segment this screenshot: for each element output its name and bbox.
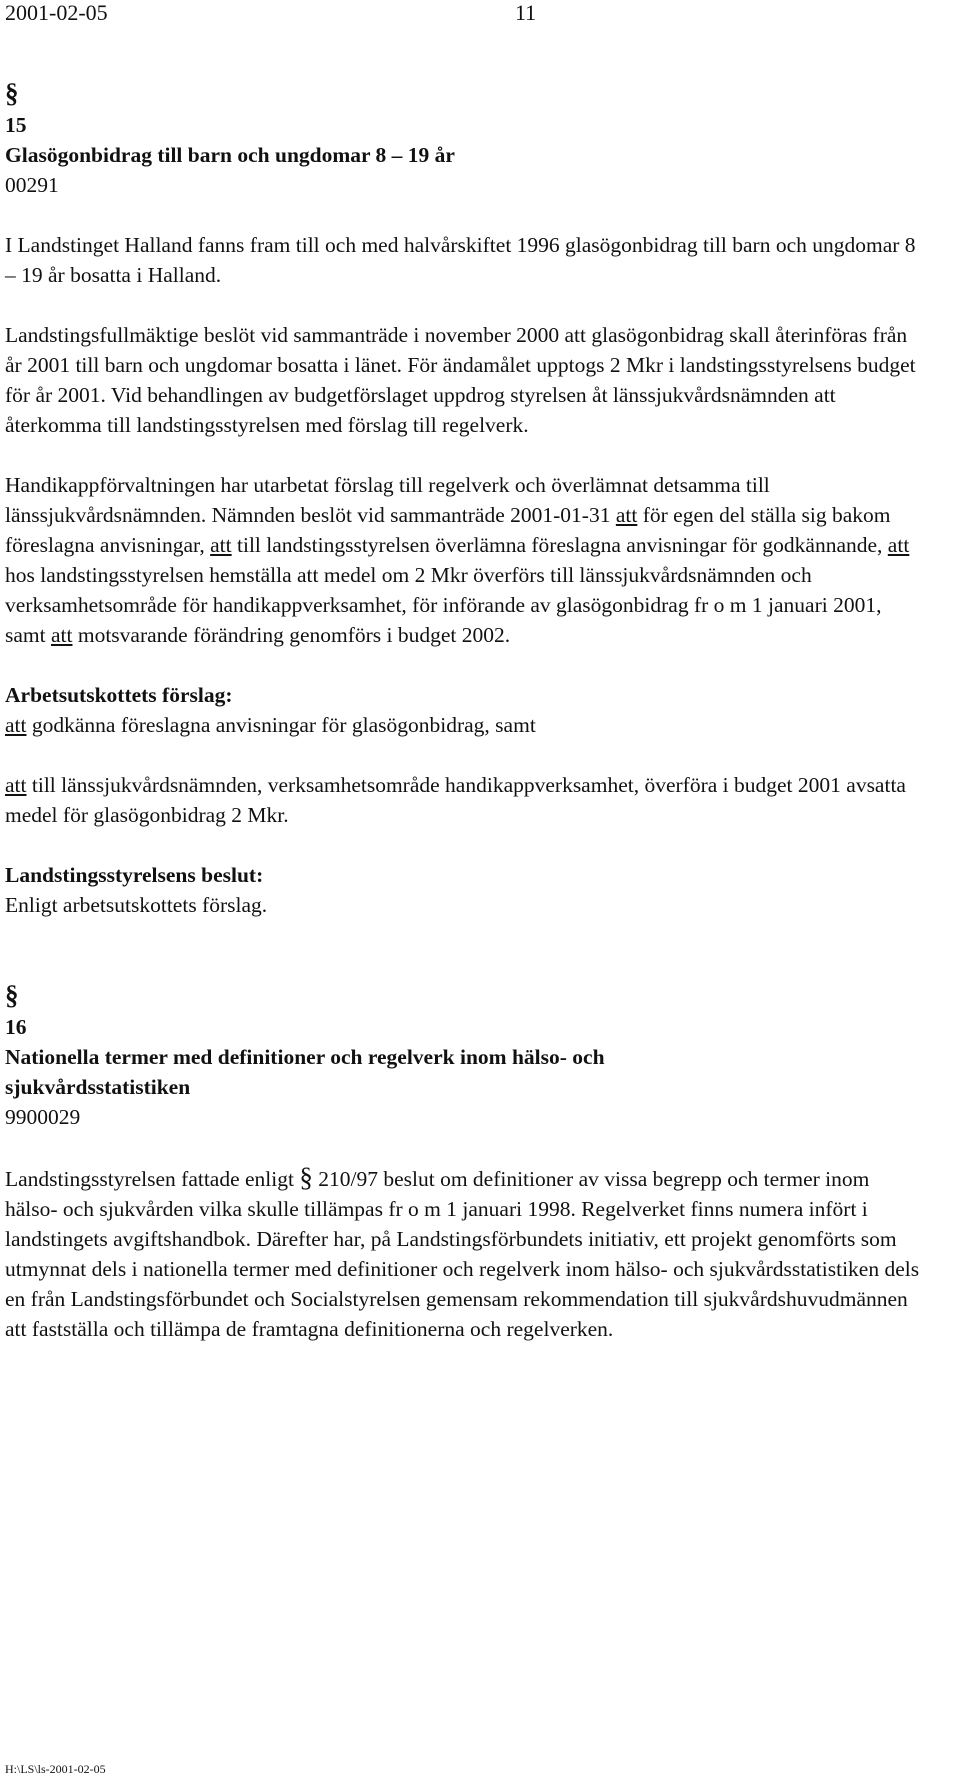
att-underlined: att (5, 773, 27, 797)
paragraph (5, 470, 920, 650)
text-run: till länssjukvårdsnämnden, verksamhetsområde handikappverksamhet, överföra i budget 2001 avsatta medel för glasögonbidrag 2 Mkr. (5, 773, 906, 827)
att-underlined: att (50, 623, 73, 647)
section-title: Nationella termer med definitioner och regelverk inom hälso- och (5, 1045, 605, 1069)
text-run: godkänna föreslagna anvisningar för glasögonbidrag, samt (26, 713, 536, 737)
page-header (5, 0, 935, 40)
section-reference: 9900029 (5, 1105, 81, 1129)
text-run: hos landstingsstyrelsen hemställa att medel om 2 Mkr överförs till länssjukvårdsnämnden och verksamhetsområde för handikappverksamhet, för införande av glasögonbidrag fr o m 1 januari 2001, samt (5, 563, 882, 647)
att-underlined: att (887, 533, 910, 557)
section-number: 16 (5, 1015, 27, 1039)
header-page-number: 11 (515, 0, 537, 25)
document-page (5, 0, 935, 1786)
section-number: 15 (5, 113, 27, 137)
section-symbol-inline: § (299, 1162, 313, 1192)
paragraph: I Landstinget Halland fanns fram till och med halvårskiftet 1996 glasögonbidrag till barn och ungdomar 8 – 19 år bosatta i Halland. (5, 233, 916, 287)
text-run: Landstingsstyrelsen fattade enligt (5, 1167, 300, 1191)
section-heading (5, 78, 920, 110)
page-footer: H:\LS\ls-2001-02-05 (5, 1762, 106, 1776)
att-underlined: att (615, 503, 638, 527)
proposal-heading: Arbetsutskottets förslag: (5, 683, 233, 707)
att-underlined: att (210, 533, 232, 557)
text-run: för egen del ställa sig bakom föreslagna anvisningar, (5, 503, 891, 557)
section-symbol: § (5, 980, 19, 1010)
paragraph (5, 1162, 920, 1344)
att-underlined: att (5, 713, 27, 737)
proposal-item (5, 770, 920, 830)
paragraph: Landstingsfullmäktige beslöt vid sammanträde i november 2000 att glasögonbidrag skall återinföras från år 2001 till barn och ungdomar bosatta i länet. För ändamålet upptogs 2 Mkr i landstingsstyrelsens budget för år 2001. Vid behandlingen av budgetförslaget uppdrog styrelsen åt länssjukvårdsnämnden att återkomma till landstingsstyrelsen med förslag till regelverk. (5, 323, 916, 437)
header-date: 2001-02-05 (5, 0, 108, 25)
document-body (5, 78, 920, 1344)
text-run: till landstingsstyrelsen överlämna föreslagna anvisningar för godkännande, (231, 533, 888, 557)
section-title: Glasögonbidrag till barn och ungdomar 8 – 19 år (5, 143, 455, 167)
text-run: motsvarande förändring genomförs i budget 2002. (72, 623, 511, 647)
section-heading (5, 980, 920, 1012)
decision-heading: Landstingsstyrelsens beslut: (5, 863, 264, 887)
section-16 (5, 980, 920, 1344)
proposal-item (5, 710, 920, 740)
text-run: 210/97 beslut om definitioner av vissa begrepp och termer inom hälso- och sjukvården vilka skulle tillämpas fr o m 1 januari 1998. Regelverket finns numera infört i landstingets avgiftshandbok. Därefter har, på Landstingsförbundets initiativ, ett projekt genomförts som utmynnat dels i nationella termer med definitioner och regelverk inom hälso- och sjukvårdsstatistiken dels en från Landstingsförbundet och Socialstyrelsen gemensam rekommendation till sjukvårdshuvudmännen att fastställa och tillämpa de framtagna definitionerna och regelverken. (5, 1167, 920, 1341)
text-run: Handikappförvaltningen har utarbetat förslag till regelverk och överlämnat detsamma till länssjukvårdsnämnden. Nämnden beslöt vid sammanträde 2001-01-31 (5, 473, 770, 527)
decision-text: Enligt arbetsutskottets förslag. (5, 893, 268, 917)
section-symbol: § (5, 78, 19, 108)
section-reference: 00291 (5, 173, 59, 197)
section-15 (5, 78, 920, 920)
section-title-continued: sjukvårdsstatistiken (5, 1075, 191, 1099)
